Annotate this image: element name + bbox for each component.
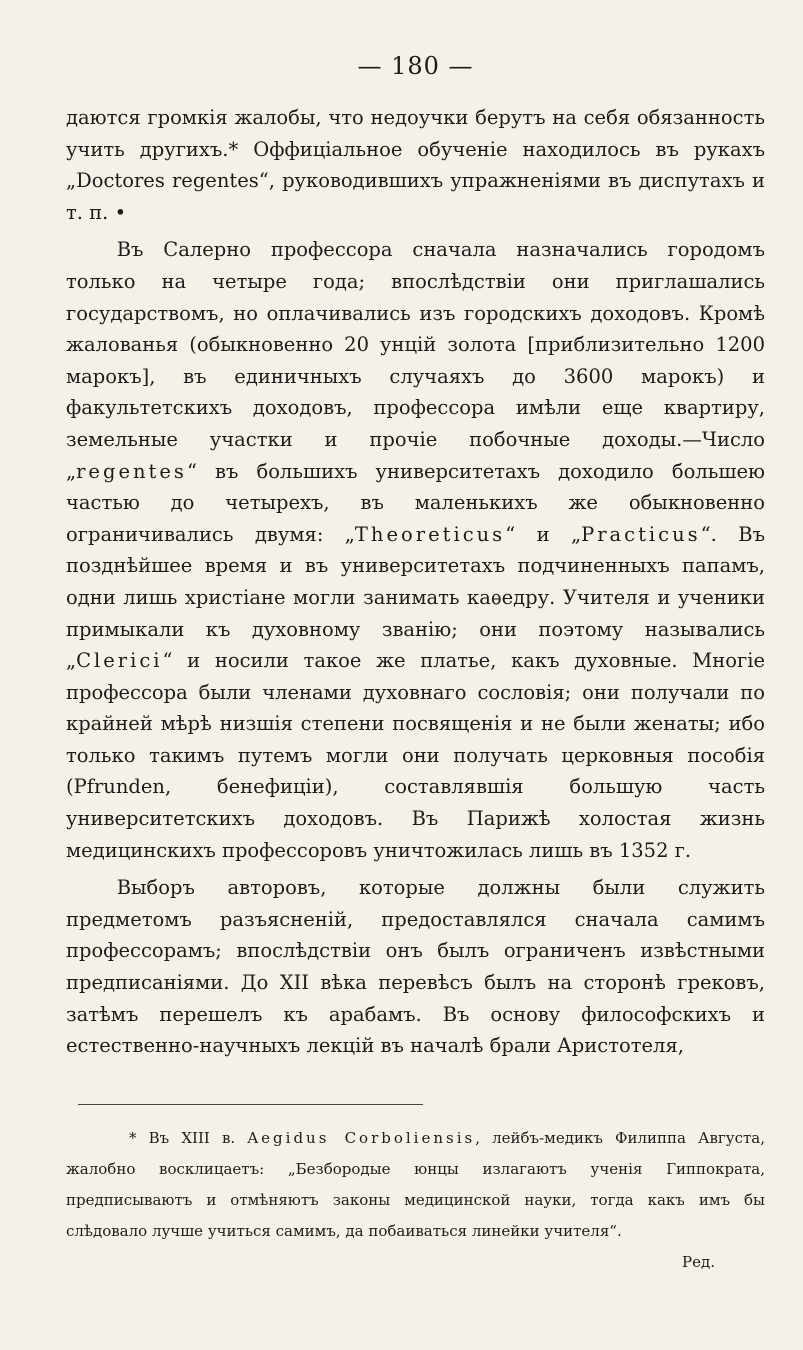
footnote-marker: *: [129, 1128, 137, 1147]
footnote-name: Aegidus Corboliensis: [247, 1128, 476, 1147]
footnote-divider: [78, 1104, 423, 1105]
footnote-signature: Ред.: [682, 1252, 715, 1271]
footnote: [66, 1123, 765, 1271]
term-regentes: regentes: [76, 459, 187, 483]
term-practicus: Practicus: [581, 522, 701, 546]
term-theoreticus: Theoreticus: [354, 522, 506, 546]
paragraph-3: Выборъ авторовъ, которые должны были служить предметомъ разъясненій, предоставлялся сначала самимъ профессорамъ; впослѣдствіи онъ былъ ограниченъ извѣстными предписаніями. До XII вѣка перевѣсъ былъ на сторонѣ грековъ, затѣмъ перешелъ къ арабамъ. Въ основу философскихъ и естественно-научныхъ лекцій въ началѣ брали Аристотеля,: [66, 876, 765, 1058]
paragraph-1: даются громкія жалобы, что недоучки берутъ на себя обязанность учить другихъ.* Оффиціальное обученіе находилось въ рукахъ „Doctores regentes“, руководившихъ упражненіями въ диспутахъ и т. п. •: [66, 106, 765, 224]
paragraph-2: [66, 234, 765, 866]
paragraph-2-part-a: Въ Салерно профессора сначала назначались городомъ только на четыре года; впослѣдствіи они приглашались государствомъ, но оплачивались изъ городскихъ доходовъ. Кромѣ жалованья (обыкновенно 20 унцій золота [приблизительно 1200 марокъ], въ единичныхъ случаяхъ до 3600 марокъ) и факультетскихъ доходовъ, профессора имѣли еще квартиру, земельные участки и прочіе побочные доходы.—Число „: [66, 238, 765, 483]
term-clerici: Clerici: [76, 649, 163, 673]
footnote-text: [66, 1123, 765, 1271]
page-number: — 180 —: [357, 52, 474, 80]
footnote-part-a: Въ XIII в.: [136, 1128, 248, 1147]
paragraph-2-part-e: “ и носили такое же платье, какъ духовные. Многіе профессора были членами духовнаго сословія; они получали по крайней мѣрѣ низшія степени посвященія и не были женаты; ибо только такимъ путемъ могли они получать церковныя пособія (Pfrunden, бенефиціи), составлявшія большую часть университетскихъ доходовъ. Въ Парижѣ холостая жизнь медицинскихъ профессоровъ уничтожилась лишь въ 1352 г.: [66, 649, 765, 862]
footnote-part-b: , лейбъ-медикъ Филиппа Августа, жалобно восклицаетъ: „Безбородые юнцы излагаютъ ученія Гиппократа, предписываютъ и отмѣняютъ законы медицинской науки, тогда какъ имъ бы слѣдовало лучше учиться самимъ, да побаиваться линейки учителя“.: [66, 1128, 765, 1240]
paragraph-2-part-c: “ и „: [505, 522, 582, 546]
main-text: [66, 102, 765, 1062]
paragraph-2-part-d: “. Въ позднѣйшее время и въ университетахъ подчиненныхъ папамъ, одни лишь христіане могли занимать каѳедру. Учителя и ученики примыкали къ духовному званію; они поэтому назывались „: [66, 522, 765, 673]
paragraph-2-part-b: “ въ большихъ университетахъ доходило большею частью до четырехъ, въ маленькихъ же обыкновенно ограничивались двумя: „: [66, 459, 765, 546]
